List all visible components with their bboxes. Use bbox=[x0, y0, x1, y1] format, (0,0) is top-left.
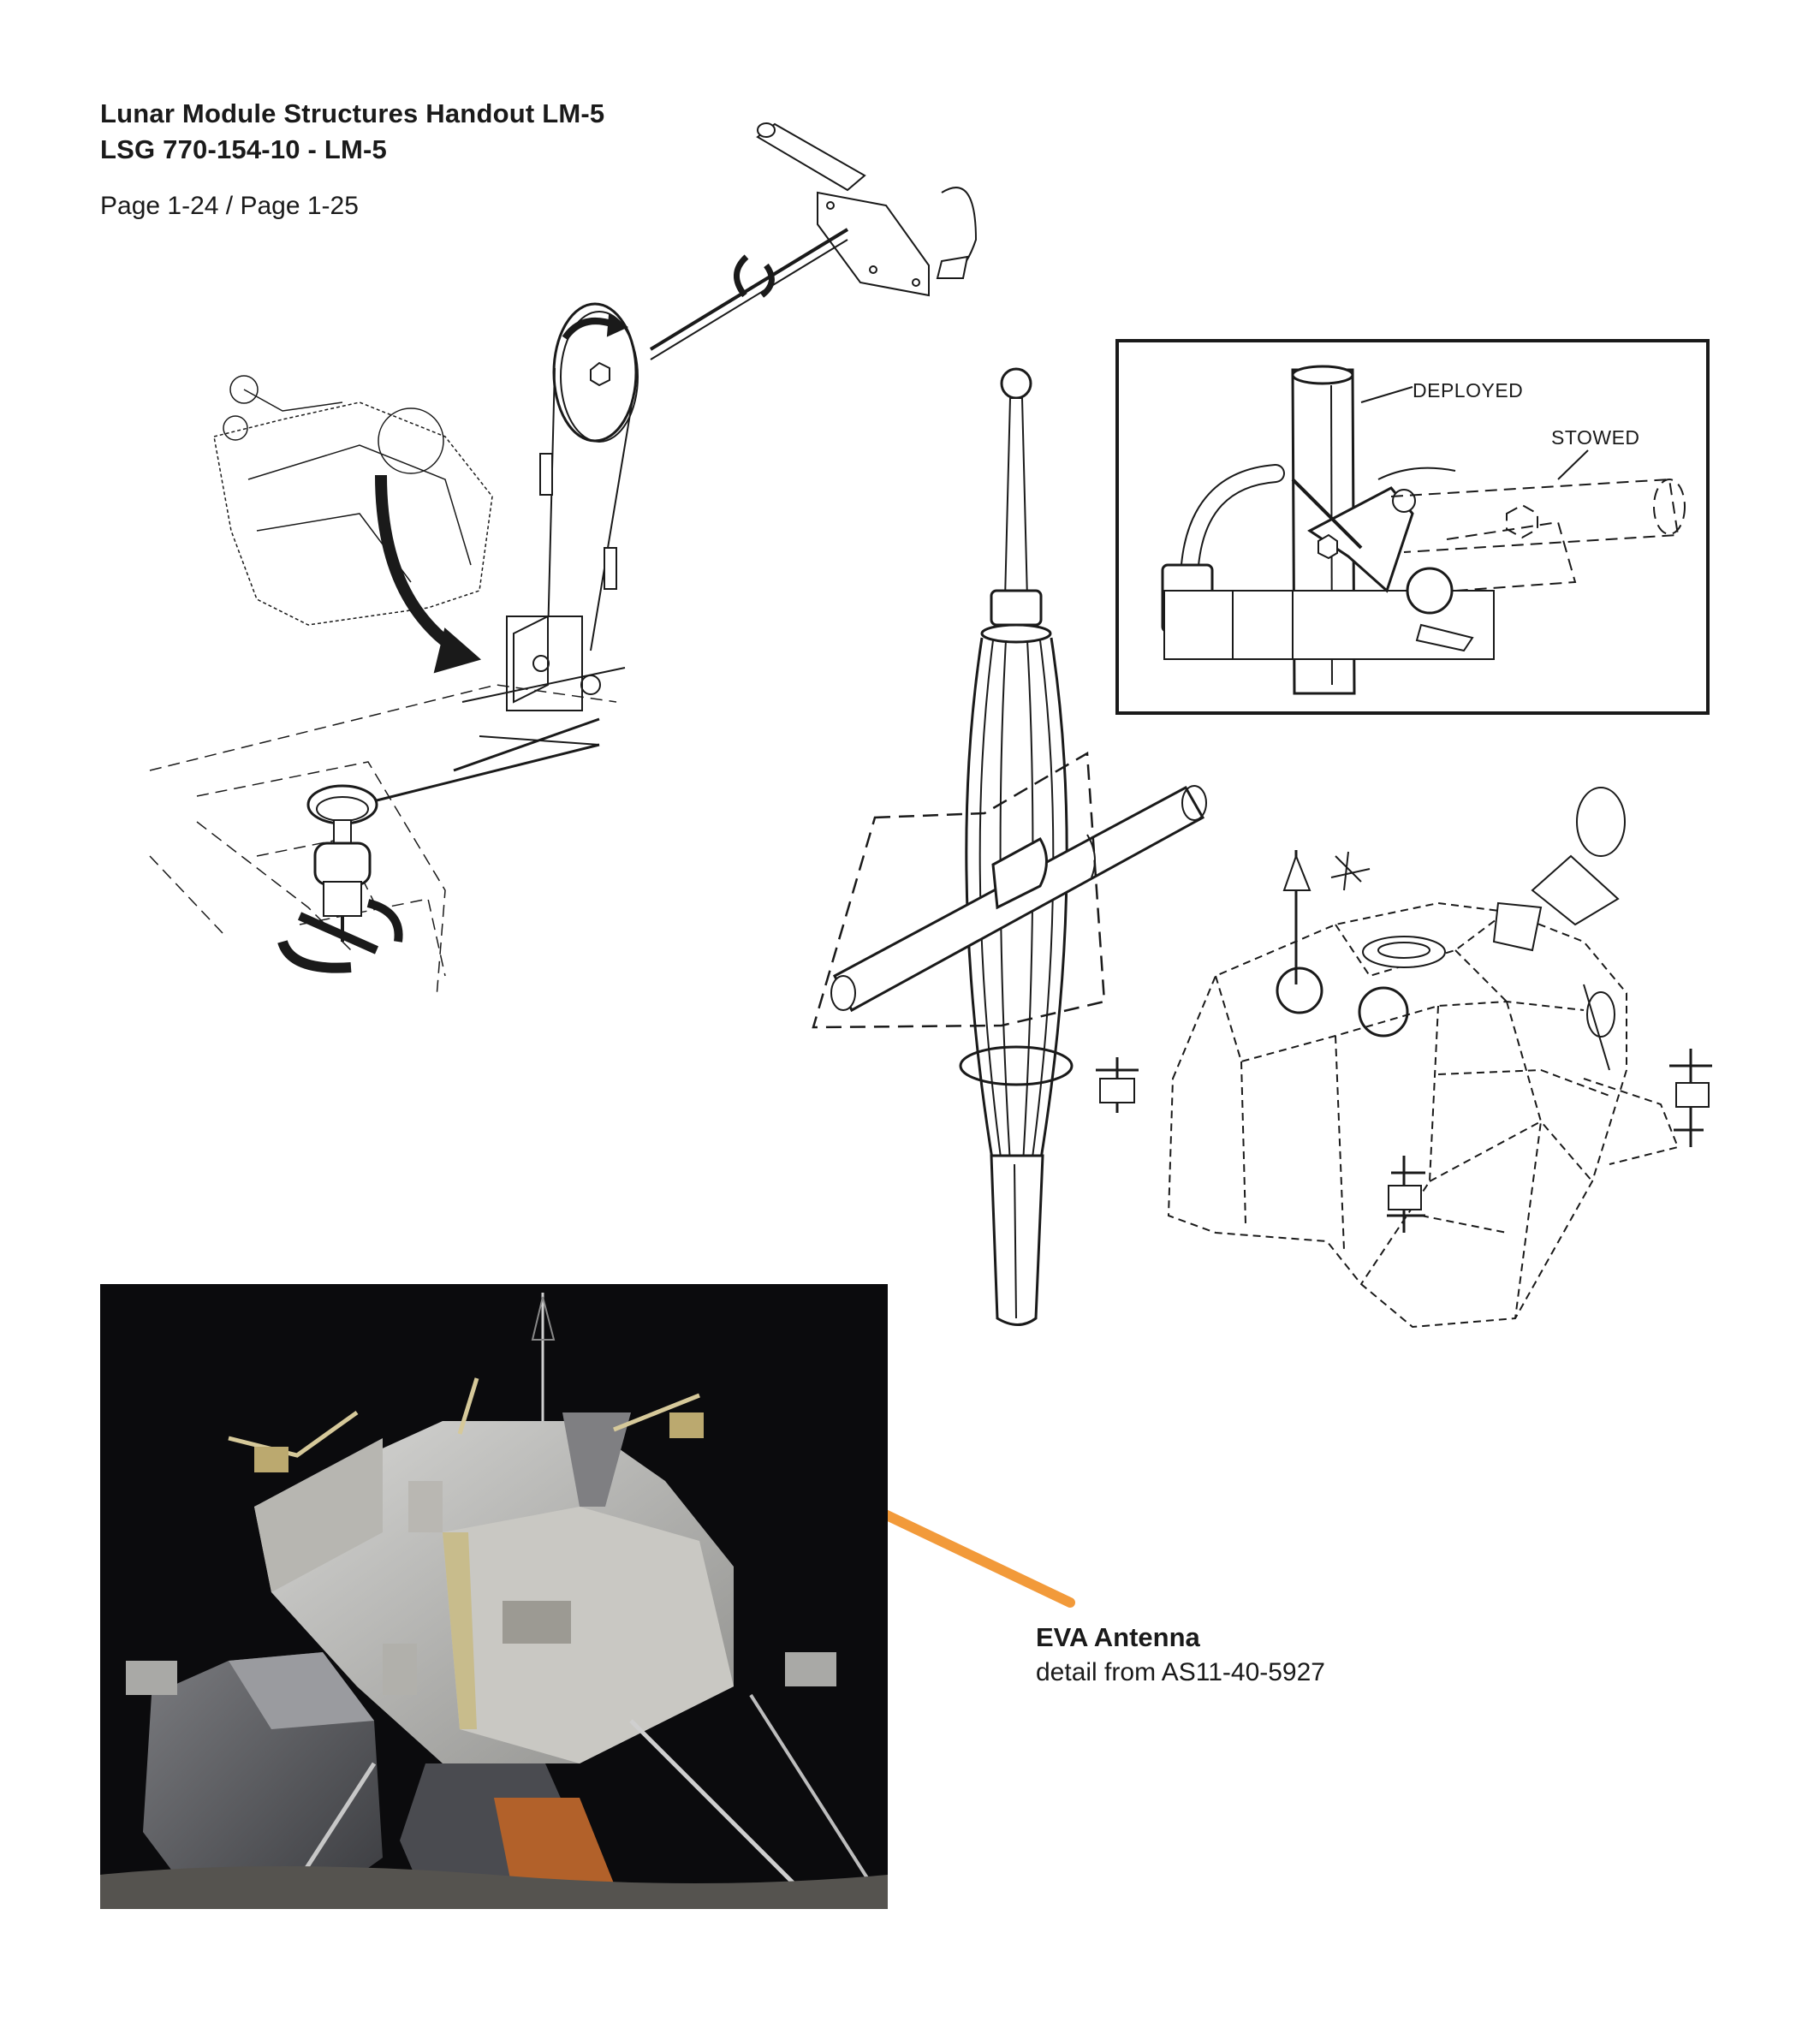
crank-mechanism-diagram bbox=[150, 123, 976, 997]
photo-caption bbox=[1036, 1622, 1325, 1687]
caption-detail: detail from AS11-40-5927 bbox=[1036, 1658, 1325, 1686]
lm-overview-sketch bbox=[214, 376, 492, 625]
lm-ascent-stage-drawing bbox=[1096, 788, 1712, 1327]
deployed-label: DEPLOYED bbox=[1413, 379, 1524, 401]
document-title: Lunar Module Structures Handout LM-5 bbox=[100, 98, 605, 128]
document-subtitle: LSG 770-154-10 - LM-5 bbox=[100, 134, 387, 164]
lm-photo-rendition bbox=[100, 1284, 888, 1909]
lm-photo-as11 bbox=[100, 1284, 888, 1909]
stowed-label: STOWED bbox=[1551, 426, 1640, 449]
page-reference: Page 1-24 / Page 1-25 bbox=[100, 192, 359, 220]
caption-title: EVA Antenna bbox=[1036, 1622, 1200, 1652]
